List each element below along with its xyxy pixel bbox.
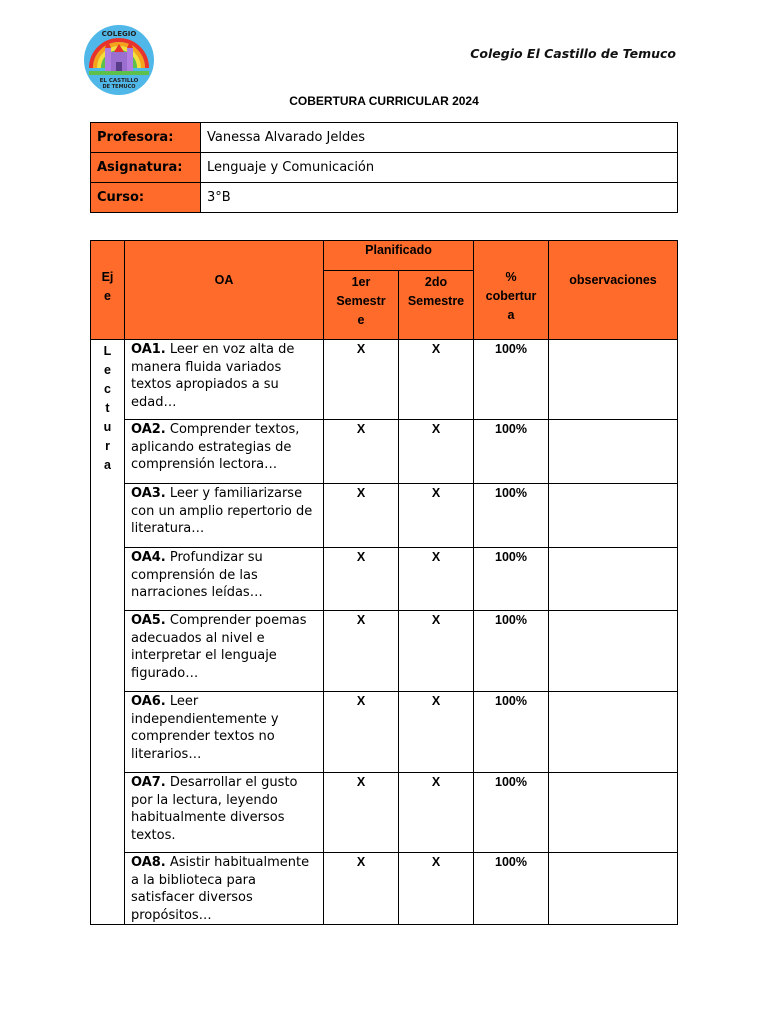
semestre-2-mark: X: [399, 611, 474, 692]
course-label: Curso:: [91, 183, 201, 213]
cobertura-value: 100%: [474, 420, 549, 484]
oa-cell: [125, 853, 324, 925]
cobertura-value: 100%: [474, 853, 549, 925]
logo-text-top: COLEGIO: [101, 30, 137, 38]
table-row: [91, 484, 678, 548]
table-row: [91, 420, 678, 484]
table-row: [91, 692, 678, 773]
subject-row: [91, 153, 678, 183]
oa-cell: [125, 548, 324, 611]
header-semestre-1: 1er Semestr e: [324, 271, 399, 340]
semestre-1-mark: X: [324, 611, 399, 692]
table-row: [91, 611, 678, 692]
semestre-2-mark: X: [399, 548, 474, 611]
table-row: [91, 773, 678, 853]
info-table: [90, 122, 678, 213]
semestre-1-mark: X: [324, 484, 399, 548]
header-oa: OA: [125, 241, 324, 340]
cobertura-value: 100%: [474, 340, 549, 420]
observaciones-cell: [549, 548, 678, 611]
teacher-label: Profesora:: [91, 123, 201, 153]
oa-text: Leer independientemente y comprender textos no literarios…: [131, 694, 279, 762]
subject-label: Asignatura:: [91, 153, 201, 183]
cobertura-value: 100%: [474, 773, 549, 853]
oa-text: Leer en voz alta de manera fluida variados textos apropiados a su edad…: [131, 342, 295, 410]
table-row: [91, 340, 678, 420]
semestre-2-mark: X: [399, 340, 474, 420]
header-observaciones: observaciones: [549, 241, 678, 340]
semestre-1-mark: X: [324, 340, 399, 420]
oa-text: Leer y familiarizarse con un amplio repertorio de literatura…: [131, 486, 313, 536]
semestre-2-mark: X: [399, 484, 474, 548]
oa-cell: [125, 484, 324, 548]
oa-text: Comprender poemas adecuados al nivel e interpretar el lenguaje figurado…: [131, 613, 307, 681]
teacher-value: Vanessa Alvarado Jeldes: [201, 123, 678, 153]
semestre-2-mark: X: [399, 692, 474, 773]
subject-value: Lenguaje y Comunicación: [201, 153, 678, 183]
oa-code: OA7.: [131, 775, 166, 790]
table-row: [91, 548, 678, 611]
observaciones-cell: [549, 853, 678, 925]
document-title: COBERTURA CURRICULAR 2024: [289, 94, 479, 108]
observaciones-cell: [549, 420, 678, 484]
semestre-1-mark: X: [324, 548, 399, 611]
oa-code: OA8.: [131, 855, 166, 870]
semestre-1-mark: X: [324, 773, 399, 853]
semestre-2-mark: X: [399, 420, 474, 484]
cobertura-value: 100%: [474, 484, 549, 548]
school-name: Colegio El Castillo de Temuco: [470, 46, 676, 61]
semestre-2-mark: X: [399, 773, 474, 853]
cobertura-value: 100%: [474, 611, 549, 692]
observaciones-cell: [549, 340, 678, 420]
semestre-1-mark: X: [324, 420, 399, 484]
header-planificado: Planificado: [324, 241, 474, 271]
semestre-1-mark: X: [324, 692, 399, 773]
oa-cell: [125, 340, 324, 420]
observaciones-cell: [549, 773, 678, 853]
logo-text-bottom-1: EL CASTILLO: [99, 78, 139, 84]
oa-text: Desarrollar el gusto por la lectura, leyendo habitualmente diversos textos.: [131, 775, 298, 843]
oa-code: OA1.: [131, 342, 166, 357]
semestre-2-mark: X: [399, 853, 474, 925]
logo-text-bottom-2: DE TEMUCO: [102, 84, 136, 90]
oa-cell: [125, 692, 324, 773]
teacher-row: [91, 123, 678, 153]
course-value: 3°B: [201, 183, 678, 213]
observaciones-cell: [549, 692, 678, 773]
oa-code: OA5.: [131, 613, 166, 628]
table-row: [91, 853, 678, 925]
course-row: [91, 183, 678, 213]
oa-code: OA3.: [131, 486, 166, 501]
school-logo: [83, 24, 155, 96]
cobertura-value: 100%: [474, 692, 549, 773]
coverage-table: [90, 240, 678, 925]
cobertura-value: 100%: [474, 548, 549, 611]
eje-cell: L e c t u r a: [91, 340, 125, 925]
oa-text: Asistir habitualmente a la biblioteca para satisfacer diversos propósitos…: [131, 855, 310, 923]
oa-code: OA6.: [131, 694, 166, 709]
oa-cell: [125, 420, 324, 484]
oa-cell: [125, 611, 324, 692]
oa-code: OA2.: [131, 422, 166, 437]
oa-text: Comprender textos, aplicando estrategias de comprensión lectora…: [131, 422, 300, 472]
header-semestre-2: 2do Semestre: [399, 271, 474, 340]
observaciones-cell: [549, 611, 678, 692]
header-eje: Ej e: [91, 241, 125, 340]
header-cobertura: % cobertur a: [474, 241, 549, 340]
oa-text: Profundizar su comprensión de las narraciones leídas…: [131, 550, 263, 600]
oa-cell: [125, 773, 324, 853]
semestre-1-mark: X: [324, 853, 399, 925]
observaciones-cell: [549, 484, 678, 548]
oa-code: OA4.: [131, 550, 166, 565]
